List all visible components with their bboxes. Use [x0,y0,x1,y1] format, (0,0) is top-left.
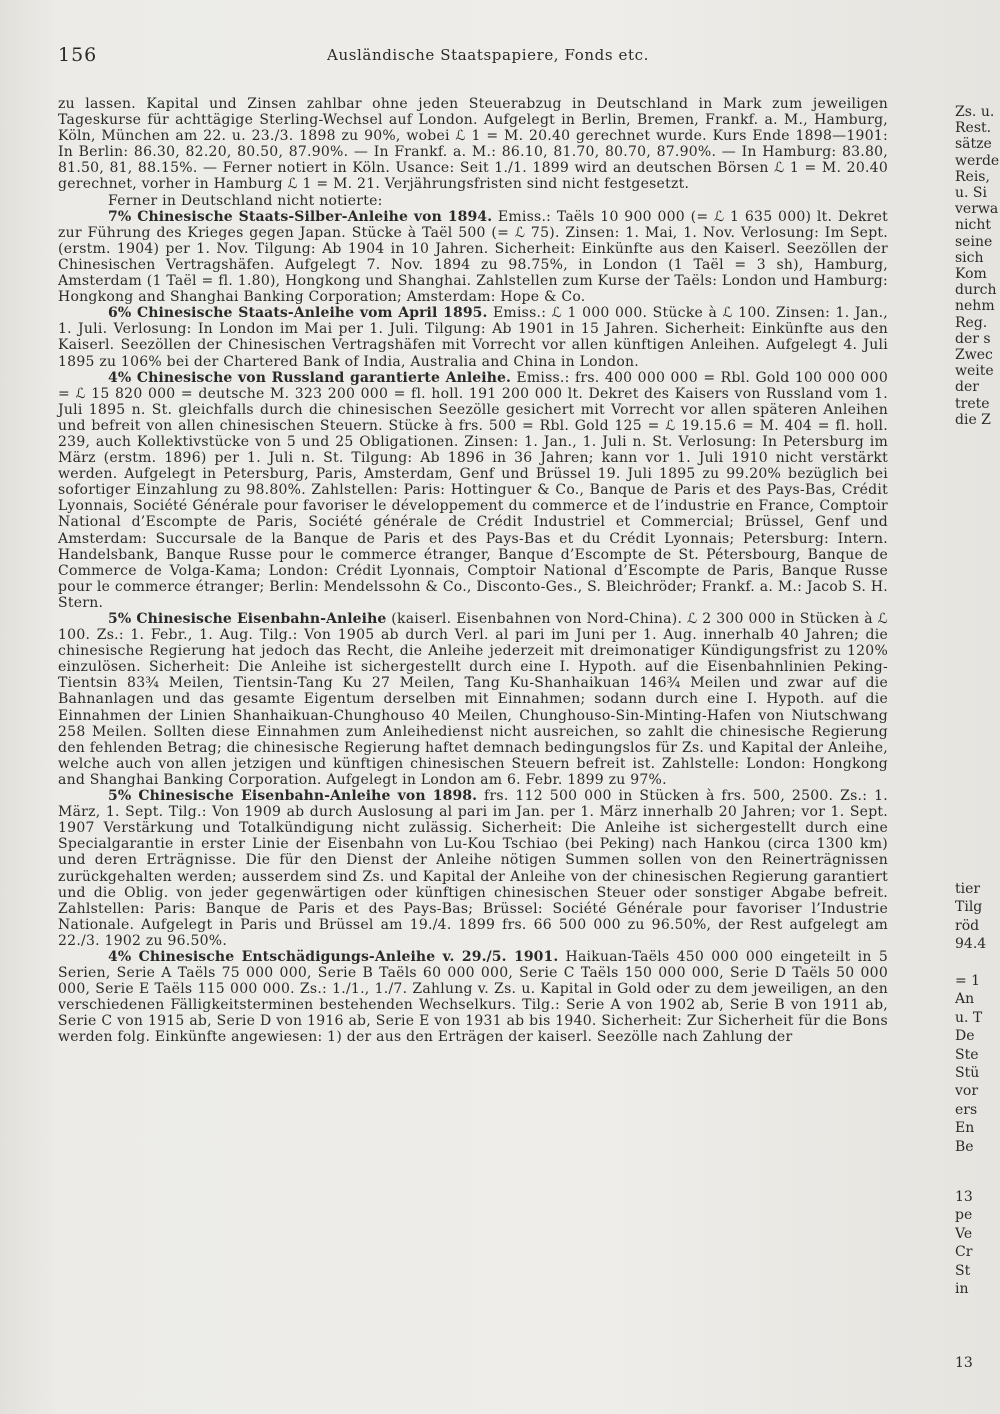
margin-fragment-line: Cr [955,1244,973,1261]
loan-heading: 6% Chinesische Staats-Anleihe vom April 1895. [108,305,488,322]
paragraph-text: zu lassen. Kapital und Zinsen zahlbar ohne jeden Steuerabzug in Deutschland in Mark zum jeweiligen Tageskurse für achttägige Sterling-Wechsel auf London. Aufgelegt in Berlin, Bremen, Frankf. a. M., Hamburg, Köln, München am 22. u. 23./3. 1898 zu 90%, wobei ℒ 1 = M. 20.40 gerechnet wurde. Kurs Ende 1898—1901: In Berlin: 86.30, 82.20, 80.50, 87.90%. — In Frankf. a. M.: 86.10, 81.70, 80.70, 87.90%. — In Hamburg: 83.80, 81.50, 81, 88.15%. — Ferner notiert in Köln. Usance: Seit 1./1. 1899 wird an deutschen Börsen ℒ 1 = M. 20.40 gerechnet, vorher in Hamburg ℒ 1 = M. 21. Verjährungsfristen sind nicht festgesetzt. [58,96,888,193]
paragraph-text: Ferner in Deutschland nicht notierte: [108,192,383,209]
paragraph-text: Emiss.: frs. 400 000 000 = Rbl. Gold 100 000 000 = ℒ 15 820 000 = deutsche M. 323 200 000 = fl. holl. 191 200 000 lt. Dekret des Kaisers von Russland vom 1. Juli 1895 n. St. gleichfalls durch die chinesischen Seezölle gesichert mit Vorrecht vor allen späteren Anleihen und befreit von allen chinesischen Steuern. Stücke à frs. 500 = Rbl. Gold 125 = ℒ 19.15.6 = M. 404 = fl. holl. 239, auch Kollektivstücke von 5 und 25 Obligationen. Zinsen: 1. Jan., 1. Juli n. St. Verlosung: In Petersburg im März (erstm. 1896) per 1. Juli n. St. Tilgung: Ab 1896 in 36 Jahren; kann vor 1. Juli 1910 nicht verstärkt werden. Aufgelegt in Petersburg, Paris, Amsterdam, Genf und Brüssel 19. Juli 1895 zu 99.20% bezüglich bei sofortiger Einzahlung zu 98.80%. Zahlstellen: Paris: Hottinguer & Co., Banque de Paris et des Pays-Bas, Crédit Lyonnais, Société Générale pour favoriser le développement du commerce et de l’industrie en France, Comptoir National d’Escompte de Paris, Société générale de Crédit Industriel et Commercial; Brüssel, Genf und Amsterdam: Succursale de la Banque de Paris et des Pays-Bas et du Crédit Lyonnais; Petersburg: Intern. Handelsbank, Banque Russe pour le commerce étranger, Banque d’Escompte de St. Pétersbourg, Banque de Commerce de Volga-Kama; London: Crédit Lyonnais, Comptoir National d’Escompte de Paris, Banque Russe pour le commerce étranger; Berlin: Mendelssohn & Co., Disconto-Ges., S. Bleichröder; Frankf. a. M.: Jacob S. H. Stern. [58,369,888,611]
paragraph-text: frs. 112 500 000 in Stücken à frs. 500, 2500. Zs.: 1. März, 1. Sept. Tilg.: Von 1909 ab durch Auslosung al pari im Jan. per 1. März innerhalb 20 Jahren; vor 1. Sept. 1907 Verstärkung und Totalkündigung nicht zulässig. Sicherheit: Die Anleihe ist sichergestellt durch eine Specialgarantie in erster Linie der Eisenbahn von Lu-Kou Tschiao (bei Peking) nach Hankou (circa 1300 km) und deren Erträgnisse. Die für den Dienst der Anleihe nötigen Summen sollen von den Reinerträgnissen zurückgehalten werden; ausserdem sind Zs. und Kapital der Anleihe von der chinesischen Regierung garantiert und die Oblig. von jeder gegenwärtigen oder künftigen chinesischen Steuer oder sonstiger Abgabe befreit. Zahlstellen: Paris: Banque de Paris et des Pays-Bas; Brüssel: Société Générale pour favoriser l’Industrie Nationale. Aufgelegt in Paris und Brüssel am 19./4. 1899 frs. 66 500 000 zu 96.50%, der Rest aufgelegt am 22./3. 1902 zu 96.50%. [58,788,888,949]
running-title: Ausländische Staatspapiere, Fonds etc. [327,46,649,64]
margin-fragment-line: sätze [955,136,992,153]
margin-fragment-line: röd [955,917,980,934]
adjacent-page-fragment-bottom [955,1188,1000,1372]
loan-heading: 7% Chinesische Staats-Silber-Anleihe von 1894. [108,208,493,225]
loan-heading: 4% Chinesische von Russland garantierte Anleihe. [108,369,511,386]
margin-fragment-line: verwa [955,201,999,218]
paragraph [58,209,888,306]
paragraph-text: (kaiserl. Eisenbahnen von Nord-China). ℒ 2 300 000 in Stücken à ℒ 100. Zs.: 1. Febr., 1. Aug. Tilg.: Von 1905 ab durch Verl. al pari im Juni per 1. Aug. innerhalb 40 Jahren; die chinesische Regierung hat jedoch das Recht, die Anleihe jederzeit mit dreimonatiger Kündigungsfrist zu 120% einzulösen. Sicherheit: Die Anleihe ist sichergestellt durch eine I. Hypoth. auf die Eisenbahnlinien Peking-Tientsin 83¾ Meilen, Tientsin-Tang Ku 27 Meilen, Tang Ku-Shanhaikuan 146¾ Meilen und zwar auf die Bahnanlagen und das gesamte Eigentum derselben mit Einnahmen; sodann durch eine I. Hypoth. auf die Einnahmen der Linien Shanhaikuan-Chunghouso 40 Meilen, Chunghouso-Sin-Minting-Hafen von Niutschwang 258 Meilen. Sollten diese Einnahmen zum Anleihedienst nicht ausreichen, so zahlt die chinesische Regierung den fehlenden Betrag; die chinesische Regierung haftet demnach bedingungslos für Zs. und Kapital der Anleihe, welche auch von allen jetzigen und künftigen chinesischen Steuern befreit ist. Zahlstelle: London: Hongkong and Shanghai Banking Corporation. Aufgelegt in London am 6. Febr. 1899 zu 97%. [58,611,888,788]
margin-fragment-line: An [955,991,975,1008]
margin-fragment-line: St [955,1262,971,1279]
margin-fragment-line: De [955,1028,975,1045]
margin-fragment-line: 94.4 [955,936,987,953]
paragraph [58,611,888,788]
margin-fragment-line: = 1 [955,973,981,990]
margin-fragment-line: Be [955,1138,974,1155]
adjacent-page-fragment-middle [955,880,1000,1156]
margin-fragment-line [955,1317,1000,1335]
paragraph [58,788,888,949]
margin-fragment-line: pe [955,1207,973,1224]
margin-fragment-line: Ste [955,1046,979,1063]
paragraph [58,305,888,369]
margin-fragment-line: ers [955,1101,978,1118]
margin-fragment-line: tier [955,881,981,897]
margin-fragment-line: werde [955,152,1000,169]
adjacent-page-fragment-top [955,104,1000,428]
margin-fragment-line: in [955,1281,969,1298]
margin-fragment-line: Ve [955,1225,973,1242]
margin-fragment-line: En [955,1120,975,1137]
margin-fragment-line: vor [955,1083,979,1100]
paragraph-text: Emiss.: Taëls 10 900 000 (= ℒ 1 635 000) lt. Dekret zur Führung des Krieges gegen Japan. Stücke à Taël 500 (= ℒ 75). Zinsen: 1. Mai, 1. Nov. Verlosung: Im Sept. (erstm. 1904) per 1. Nov. Tilgung: Ab 1904 in 10 Jahren. Sicherheit: Einkünfte aus den Kaiserl. Seezöllen der Chinesischen Vertragshäfen. Aufgelegt 7. Nov. 1894 zu 98.75%, in London (1 Taël = 3 sh), Hamburg, Amsterdam (1 Taël = fl. 1.80), Hongkong und Shanghai. Zahlstellen zum Kurse der Taëls: London und Hamburg: Hongkong and Shanghai Banking Corporation; Amsterdam: Hope & Co. [58,208,888,306]
margin-fragment-line: die Z [955,411,991,428]
loan-heading: 5% Chinesische Eisenbahn-Anleihe von 1898. [108,788,478,805]
margin-fragment-line [955,1335,1000,1353]
margin-fragment-line: der s [955,330,991,347]
paragraph [58,193,888,209]
margin-fragment-line: durch [955,282,997,299]
paragraph [58,370,888,611]
margin-fragment-line: Tilg [955,899,983,916]
margin-fragment-line: Zwec [955,347,993,364]
margin-fragment-line: Stü [955,1065,980,1082]
margin-fragment-line: sich [955,249,984,266]
margin-fragment-line: nehm [955,298,995,315]
margin-fragment-line: Kom [955,266,987,283]
margin-fragment-line: u. T [955,1009,983,1026]
page-number: 156 [58,44,98,66]
margin-fragment-line: trete [955,395,990,412]
margin-fragment-line: weite [955,363,994,380]
margin-fragment-line: Zs. u. [955,104,995,120]
loan-heading: 4% Chinesische Entschädigungs-Anleihe v. 29./5. 1901. [108,948,559,965]
paragraph [58,96,888,193]
loan-heading: 5% Chinesische Eisenbahn-Anleihe [108,611,387,627]
margin-fragment-line: Reg. [955,314,988,331]
margin-fragment-line: 13 [955,1189,973,1205]
margin-fragment-line: u. Si [955,185,987,202]
margin-fragment-line: nicht [955,217,991,234]
margin-fragment-line: seine [955,233,993,250]
page-header [58,44,918,74]
margin-fragment-line: 13 [955,1354,973,1371]
margin-fragment-line [955,954,1000,972]
paragraph-text: Emiss.: ℒ 1 000 000. Stücke à ℒ 100. Zinsen: 1. Jan., 1. Juli. Verlosung: In London im Mai per 1. Juli. Tilgung: Ab 1901 in 15 Jahren. Sicherheit: Einkünfte aus den Kaiserl. Seezöllen der Chinesischen Vertragshäfen mit Vorrecht vor allen künftigen Anleihen. Aufgelegt 4. Juli 1895 zu 106% bei der Chartered Bank of India, Australia and China in London. [58,305,889,370]
main-text-column [58,96,888,1046]
margin-fragment-line: Rest. [955,120,992,137]
paragraph [58,949,888,1046]
margin-fragment-line [955,1298,1000,1316]
margin-fragment-line: der [955,379,979,396]
margin-fragment-line: Reis, [955,168,990,185]
paragraph-text: Haikuan-Taëls 450 000 000 eingeteilt in 5 Serien, Serie A Taëls 75 000 000, Serie B Taëls 60 000 000, Serie C Taëls 150 000 000, Serie D Taëls 50 000 000, Serie E Taëls 115 000 000. Zs.: 1./1., 1./7. Zahlung v. Zs. u. Kapital in Gold oder zu dem jeweiligen, an den verschiedenen Fälligkeitsterminen bestehenden Wechselkurs. Tilg.: Serie A von 1902 ab, Serie B von 1911 ab, Serie C von 1915 ab, Serie D von 1916 ab, Serie E von 1931 ab bis 1940. Sicherheit: Zur Sicherheit für die Bons werden folg. Einkünfte angewiesen: 1) der aus den Erträgen der kaiserl. Seezölle nach Zahlung der [58,948,888,1046]
